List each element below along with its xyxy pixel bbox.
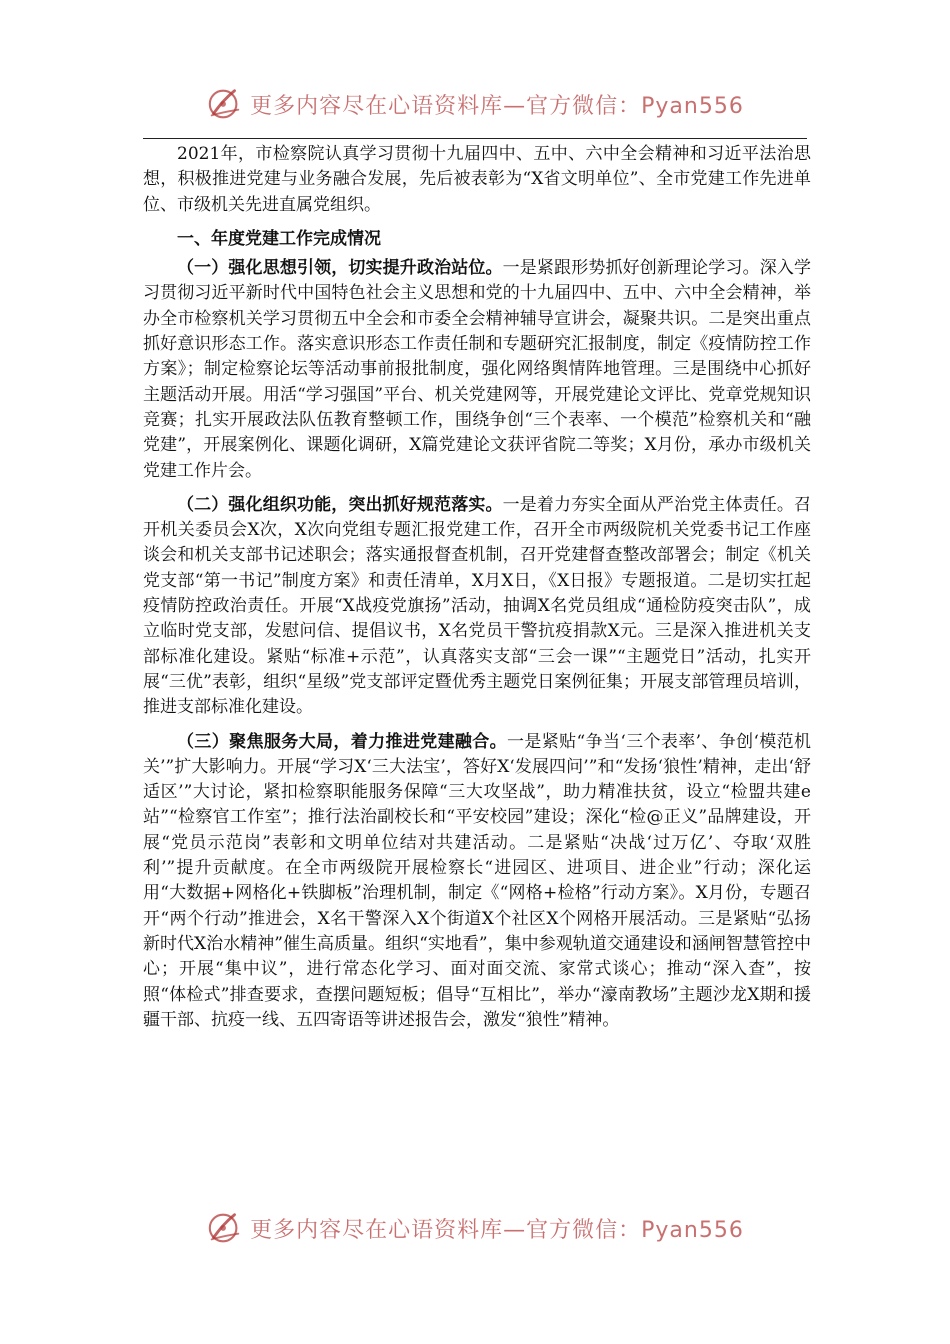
watermark-header bbox=[0, 84, 950, 124]
section-body-2: 一是着力夯实全面从严治党主体责任。召开机关委员会X次，X次向党组专题汇报党建工作，召开全市两级院机关党委书记工作座谈会和机关支部书记述职会；落实通报督查机制，召开党建督查整改部署会；制定《机关党支部“第一书记”制度方案》和责任清单，X月X日，《X日报》专题报道。二是切实扛起疫情防控政治责任。开展“X战疫党旗扬”活动，抽调X名党员组成“通检防疫突击队”，成立临时党支部，发慰问信、提倡议书，X名党员干警抗疫捐款X元。三是深入推进机关支部标准化建设。紧贴“标准+示范”，认真落实支部“三会一课”“主题党日”活动，扎实开展“三优”表彰，组织“星级”党支部评定暨优秀主题党日案例征集；开展支部管理员培训，推进支部标准化建设。 bbox=[143, 494, 812, 718]
section-lead-3: （三）聚焦服务大局，着力推进党建融合。 bbox=[177, 731, 508, 752]
section-lead-2: （二）强化组织功能，突出抓好规范落实。 bbox=[177, 494, 503, 515]
header-divider bbox=[143, 138, 807, 139]
watermark-footer bbox=[0, 1208, 950, 1248]
section-paragraph-1 bbox=[143, 256, 811, 484]
section-body-1: 一是紧跟形势抓好创新理论学习。深入学习贯彻习近平新时代中国特色社会主义思想和党的十九届四中、五中、六中全会精神，举办全市检察机关学习贯彻五中全会和市委全会精神辅导宣讲会，凝聚共识。二是突出重点抓好意识形态工作。落实意识形态工作责任制和专题研究汇报制度，制定《疫情防控工作方案》；制定检察论坛等活动事前报批制度，强化网络舆情阵地管理。三是围绕中心抓好主题活动开展。用活“学习强国”平台、机关党建网等，开展党建论文评比、党章党规知识竞赛；扎实开展政法队伍教育整顿工作，围绕争创“三个表率、一个模范”检察机关和“融党建”，开展案例化、课题化调研，X篇党建论文获评省院二等奖；X月份，承办市级机关党建工作片会。 bbox=[143, 258, 812, 481]
intro-paragraph: 2021年，市检察院认真学习贯彻十九届四中、五中、六中全会精神和习近平法治思想，积极推进党建与业务融合发展，先后被表彰为“X省文明单位”、全市党建工作先进单位、市级机关先进直属党组织。 bbox=[143, 144, 811, 215]
section-lead-1: （一）强化思想引领，切实提升政治站位。 bbox=[177, 258, 503, 279]
section-paragraph-3 bbox=[143, 730, 811, 1034]
watermark-text: 更多内容尽在心语资料库—官方微信：Pyan556 bbox=[250, 93, 744, 119]
section-body-3: 一是紧贴“争当‘三个表率’、争创‘模范机关’”扩大影响力。开展“学习X‘三大法宝’，答好X‘发展四问’”和“发扬‘狼性’精神，走出‘舒适区’”大讨论，紧扣检察职能服务保障“三大攻坚战”，助力精准扶贫，设立“检盟共建e站”“检察官工作室”；推行法治副校长和“平安校园”建设；深化“检@正义”品牌建设，开展“党员示范岗”表彰和文明单位结对共建活动。二是紧贴“决战‘过万亿’、夺取‘双胜利’”提升贡献度。在全市两级院开展检察长“进园区、进项目、进企业”行动；深化运用“大数据+网格化+铁脚板”治理机制，制定《“网格+检格”行动方案》。X月份，专题召开“两个行动”推进会，X名干警深入X个街道X个社区X个网格开展活动。三是紧贴“弘扬新时代X治水精神”催生高质量。组织“实地看”，集中参观轨道交通建设和涵闸智慧管控中心；开展“集中议”，进行常态化学习、面对面交流、家常式谈心；推动“深入查”，按照“体检式”排查要求，查摆问题短板；倡导“互相比”，举办“濠南教场”主题沙龙X期和援疆干部、抗疫一线、五四寄语等讲述报告会，激发“狼性”精神。 bbox=[143, 731, 811, 1030]
pen-signature-icon bbox=[206, 85, 244, 123]
document-body bbox=[143, 142, 811, 1033]
section-heading: 一、年度党建工作完成情况 bbox=[177, 228, 381, 249]
pen-signature-icon bbox=[206, 1209, 244, 1247]
watermark-text: 更多内容尽在心语资料库—官方微信：Pyan556 bbox=[250, 1217, 744, 1243]
section-paragraph-2 bbox=[143, 493, 811, 721]
